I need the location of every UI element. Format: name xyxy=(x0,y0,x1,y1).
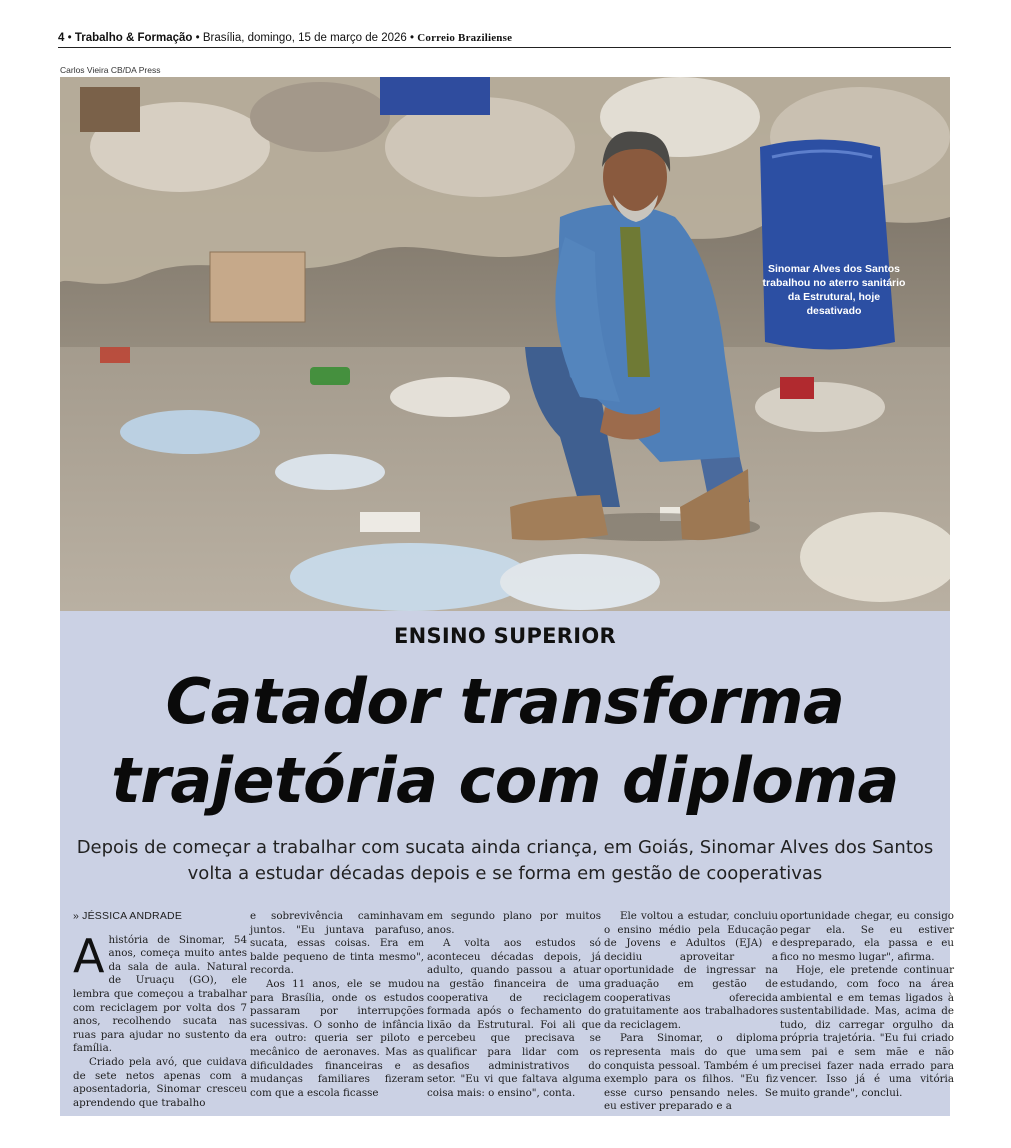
lead-photo xyxy=(60,77,950,611)
headline-line-1: Catador transforma xyxy=(165,665,845,738)
body-paragraph: Para Sinomar, o diploma representa mais do que uma conquista pessoal. Também é um exemplo para os filhos. "Eu fiz esse curso pensando neles. Se eu estiver preparado e a xyxy=(604,1032,778,1113)
deck xyxy=(60,835,950,887)
body-paragraph: Ahistória de Sinomar, 54 anos, começa muito antes da sala de aula. Natural de Uruaçu (GO), ele lembra que começou a trabalhar com reciclagem por volta dos 7 anos, recolhendo sucata nas ruas para ajudar no sustento da família. xyxy=(73,928,247,1055)
folio-separator: • xyxy=(410,32,418,44)
section-name: Trabalho & Formação xyxy=(74,32,193,44)
headline xyxy=(60,662,950,820)
body-column-1 xyxy=(73,910,247,1110)
photo-credit: Carlos Vieira CB/DA Press xyxy=(60,65,161,75)
page-folio xyxy=(58,32,951,48)
header-rule xyxy=(58,47,951,48)
body-paragraph: A volta aos estudos só aconteceu décadas depois, já adulto, quando passou a atuar na gestão financeira de uma cooperativa de reciclagem formada após o fechamento do lixão da Estrutural. Foi ali que percebeu que precisava se qualificar para lidar com os desafios administrativos do setor. "Eu vi que faltava alguma coisa mais: o ensino", conta. xyxy=(427,937,601,1099)
body-paragraph: Hoje, ele pretende continuar estudando, com foco na área ambiental e em temas ligados à sustentabilidade. Mas, acima de tudo, diz carregar orgulho da própria trajetória. "Eu fui criado sem pai e sem mãe e não precisei fazer nada errado para vencer. Isso já é uma vitória muito grande", conclui. xyxy=(780,964,954,1099)
body-paragraph: Aos 11 anos, ele se mudou para Brasília, onde os estudos passaram por interrupções sucessivas. O sonho de infância era outro: queria ser piloto e mecânico de aeronaves. Mas as dificuldades financeiras e as mudanças familiares fizeram com que a escola ficasse xyxy=(250,977,424,1099)
body-paragraph: e sobrevivência caminhavam juntos. "Eu juntava parafuso, sucata, essas coisas. Era em balde pequeno de tinta mesmo", recorda. xyxy=(250,910,424,977)
body-column-5 xyxy=(780,910,954,1100)
byline: » JÉSSICA ANDRADE xyxy=(73,910,183,922)
body-paragraph: Ele voltou a estudar, concluiu o ensino médio pela Educação de Jovens e Adultos (EJA) e decidiu aproveitar a oportunidade de ingressar na graduação em gestão de cooperativas oferecida gratuitamente aos trabalhadores da reciclagem. xyxy=(604,910,778,1031)
drop-cap: A xyxy=(73,928,105,983)
body-column-3 xyxy=(427,910,601,1100)
dateline: Brasília, domingo, 15 de março de 2026 xyxy=(202,32,407,44)
folio-separator: • xyxy=(195,32,203,44)
photo-caption: Sinomar Alves dos Santos trabalhou no aterro sanitário da Estrutural, hoje desativado xyxy=(762,263,906,317)
deck-line-1: Depois de começar a trabalhar com sucata ainda criança, em Goiás, Sinomar Alves dos Santos xyxy=(76,837,934,858)
newspaper-brand: Correio Braziliense xyxy=(417,32,513,44)
body-paragraph: em segundo plano por muitos anos. xyxy=(427,910,601,936)
kicker: ENSINO SUPERIOR xyxy=(393,624,617,648)
page-number: 4 xyxy=(58,32,65,44)
body-paragraph: oportunidade chegar, eu consigo pegar ela. Se eu estiver despreparado, ela passa e eu fico no mesmo lugar", afirma. xyxy=(780,910,954,963)
body-paragraph: Criado pela avó, que cuidava de sete netos apenas com a aposentadoria, Sinomar cresceu aprendendo que trabalho xyxy=(73,1055,247,1109)
folio-separator: • xyxy=(67,32,75,44)
headline-line-2: trajetória com diploma xyxy=(111,744,899,817)
body-column-2 xyxy=(250,910,424,1100)
deck-line-2: volta a estudar décadas depois e se forma em gestão de cooperativas xyxy=(187,863,823,884)
photo-illustration xyxy=(60,77,950,611)
body-column-4 xyxy=(604,910,778,1114)
